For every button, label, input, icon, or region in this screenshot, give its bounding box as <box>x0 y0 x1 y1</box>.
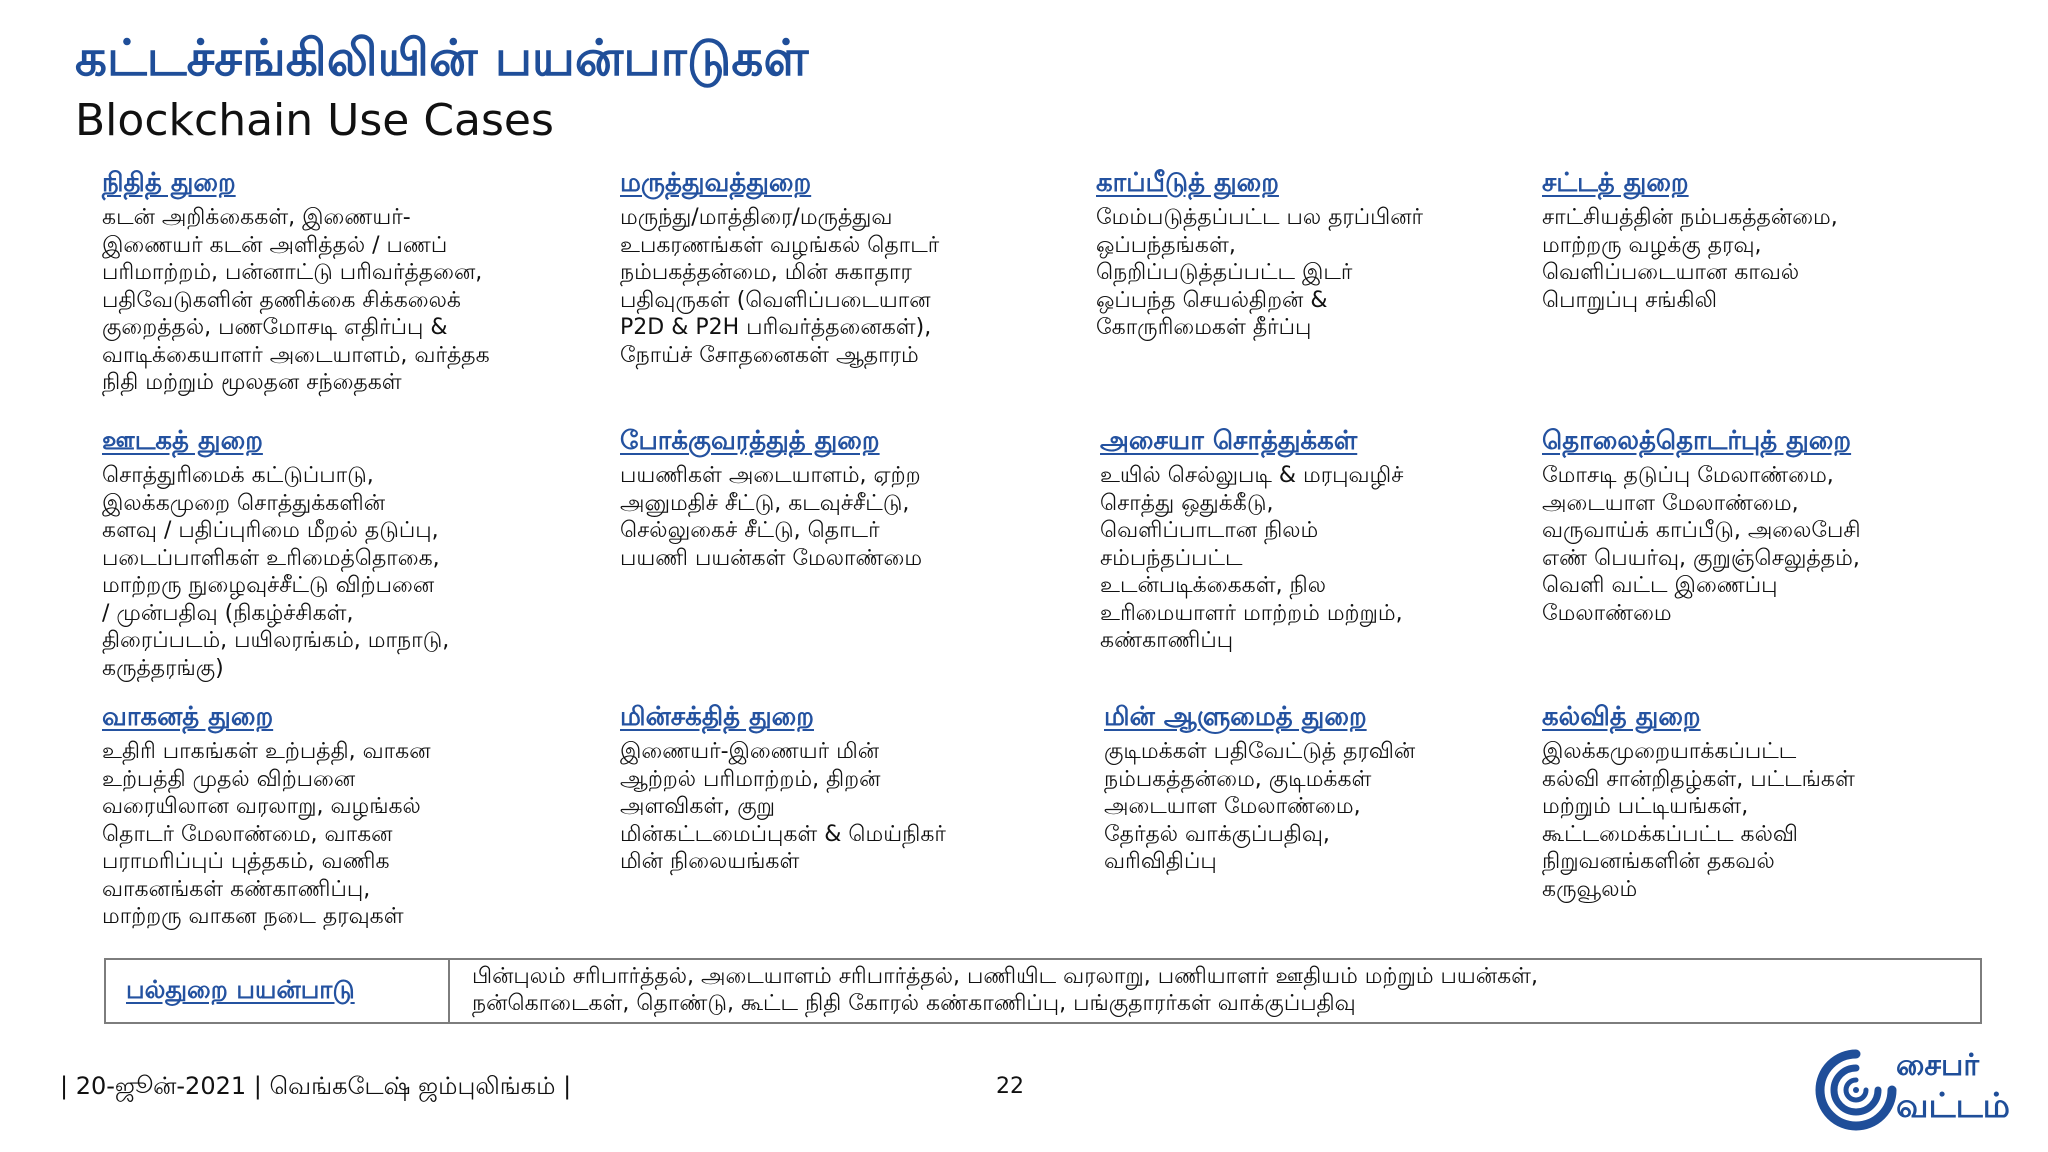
description-line: உயில் செல்லுபடி & மரபுவழிச் <box>1100 463 1404 488</box>
description-line: மாற்றரு நுழைவுச்சீட்டு விற்பனை <box>102 573 435 598</box>
sector-description-transport <box>620 462 922 572</box>
sector-real-estate <box>1100 424 1403 655</box>
sector-telecom <box>1542 424 1861 627</box>
sector-description-media <box>102 462 449 682</box>
description-line: செல்லுகைச் சீட்டு, தொடர் <box>620 518 880 543</box>
description-line: பதிவுருகள் (வெளிப்படையான <box>620 287 931 313</box>
sector-title-healthcare[interactable]: மருத்துவத்துறை <box>620 168 812 198</box>
description-line: களவு / பதிப்புரிமை மீறல் தடுப்பு, <box>102 518 439 543</box>
description-line: குடிமக்கள் பதிவேட்டுத் தரவின் <box>1104 739 1416 764</box>
sector-description-legal <box>1542 204 1838 314</box>
logo-text-line2: வட்டம் <box>1896 1086 2011 1126</box>
sector-description-real-estate <box>1100 462 1403 655</box>
sector-title-automotive[interactable]: வாகனத் துறை <box>102 702 274 732</box>
sector-finance <box>102 166 490 397</box>
description-line: நெறிப்படுத்தப்பட்ட இடர் <box>1096 260 1353 285</box>
description-line: மின் நிலையங்கள் <box>620 849 800 874</box>
description-line: பரிமாற்றம், பன்னாட்டு பரிவர்த்தனை, <box>102 260 483 285</box>
description-line: மேலாண்மை <box>1542 600 1672 626</box>
description-line: மாற்றரு வாகன நடை தரவுகள் <box>102 904 404 929</box>
description-line: நிதி மற்றும் மூலதன சந்தைகள் <box>102 370 402 395</box>
description-line: நோய்ச் சோதனைகள் ஆதாரம் <box>620 342 919 368</box>
description-line: ஒப்பந்தங்கள், <box>1096 232 1236 258</box>
multi-sector-description <box>450 960 1980 1022</box>
description-line: சாட்சியத்தின் நம்பகத்தன்மை, <box>1542 205 1838 230</box>
description-line: பதிவேடுகளின் தணிக்கை சிக்கலைக் <box>102 287 461 313</box>
description-line: இலக்கமுறையாக்கப்பட்ட <box>1542 739 1797 764</box>
description-line: நம்பகத்தன்மை, குடிமக்கள் <box>1104 766 1372 792</box>
description-line: மாற்றரு வழக்கு தரவு, <box>1542 232 1762 258</box>
description-line: கூட்டமைக்கப்பட்ட கல்வி <box>1542 821 1798 847</box>
page-title-english: Blockchain Use Cases <box>75 95 554 146</box>
description-line: தொடர் மேலாண்மை, வாகன <box>102 821 393 847</box>
description-line: வாகனங்கள் கண்காணிப்பு, <box>102 876 371 902</box>
description-line: இணையர் கடன் அளித்தல் / பணப் <box>102 232 448 258</box>
sector-title-media[interactable]: ஊடகத் துறை <box>102 426 263 456</box>
description-line: வரிவிதிப்பு <box>1104 849 1217 874</box>
description-line: தேர்தல் வாக்குப்பதிவு, <box>1104 821 1330 847</box>
multi-sector-label-cell <box>106 960 450 1022</box>
description-line: அடையாள மேலாண்மை, <box>1542 490 1799 516</box>
sector-title-energy[interactable]: மின்சக்தித் துறை <box>620 702 814 732</box>
description-line: பின்புலம் சரிபார்த்தல், அடையாளம் சரிபார்த்தல், பணியிட வரலாறு, பணியாளர் ஊதியம் மற்றும் பயன்கள், <box>472 964 1539 989</box>
description-line: வருவாய்க் காப்பீடு, அலைபேசி <box>1542 518 1861 543</box>
page-title-tamil: கட்டச்சங்கிலியின் பயன்பாடுகள் <box>75 29 809 87</box>
sector-title-legal[interactable]: சட்டத் துறை <box>1542 168 1689 198</box>
description-line: மின்கட்டமைப்புகள் & மெய்நிகர் <box>620 821 946 847</box>
sector-title-real-estate[interactable]: அசையா சொத்துக்கள் <box>1100 426 1358 456</box>
description-line: மேம்படுத்தப்பட்ட பல தரப்பினர் <box>1096 205 1424 230</box>
description-line: பராமரிப்புப் புத்தகம், வணிக <box>102 849 390 874</box>
page-number: 22 <box>996 1074 1024 1099</box>
sector-description-automotive <box>102 738 431 931</box>
sector-media <box>102 424 449 682</box>
sector-description-energy <box>620 738 946 876</box>
cyber-circle-logo-icon <box>1814 1048 1898 1132</box>
sector-automotive <box>102 700 431 931</box>
description-line: படைப்பாளிகள் உரிமைத்தொகை, <box>102 545 440 571</box>
sector-title-insurance[interactable]: காப்பீடுத் துறை <box>1096 168 1279 198</box>
description-line: ஆற்றல் பரிமாற்றம், திறன் <box>620 766 881 792</box>
sector-insurance <box>1096 166 1423 342</box>
sector-energy <box>620 700 946 876</box>
description-line: கோருரிமைகள் தீர்ப்பு <box>1096 315 1312 340</box>
description-line: குறைத்தல், பணமோசடி எதிர்ப்பு & <box>102 315 448 340</box>
description-line: வெளிப்படையான காவல் <box>1542 260 1800 285</box>
sector-title-e-governance[interactable]: மின் ஆளுமைத் துறை <box>1104 702 1367 732</box>
sector-description-telecom <box>1542 462 1861 627</box>
description-line: உரிமையாளர் மாற்றம் மற்றும், <box>1100 600 1403 626</box>
description-line: கருவூலம் <box>1542 876 1638 902</box>
sector-description-e-governance <box>1104 738 1415 876</box>
sector-e-governance <box>1104 700 1415 876</box>
description-line: உற்பத்தி முதல் விற்பனை <box>102 766 356 792</box>
sector-healthcare <box>620 166 939 369</box>
sector-title-transport[interactable]: போக்குவரத்துத் துறை <box>620 426 880 456</box>
description-line: வெளிப்பாடான நிலம் <box>1100 518 1319 543</box>
description-line: சொத்து ஒதுக்கீடு, <box>1100 490 1274 516</box>
description-line: வரையிலான வரலாறு, வழங்கல் <box>102 794 421 819</box>
description-line: மற்றும் பட்டியங்கள், <box>1542 794 1749 819</box>
description-line: வெளி வட்ட இணைப்பு <box>1542 573 1778 598</box>
sector-description-finance <box>102 204 490 397</box>
description-line: / முன்பதிவு (நிகழ்ச்சிகள், <box>102 600 354 626</box>
sector-description-healthcare <box>620 204 939 369</box>
description-line: கடன் அறிக்கைகள், இணையர்- <box>102 205 411 230</box>
sector-description-insurance <box>1096 204 1423 342</box>
description-line: மருந்து/மாத்திரை/மருத்துவ <box>620 205 893 230</box>
footer-text: | 20-ஜூன்-2021 | வெங்கடேஷ் ஜம்புலிங்கம் | <box>60 1072 572 1100</box>
description-line: நிறுவனங்களின் தகவல் <box>1542 849 1775 874</box>
description-line: இலக்கமுறை சொத்துக்களின் <box>102 490 386 516</box>
description-line: வாடிக்கையாளர் அடையாளம், வர்த்தக <box>102 342 490 368</box>
description-line: சொத்துரிமைக் கட்டுப்பாடு, <box>102 463 374 488</box>
sector-transport <box>620 424 922 572</box>
sector-title-finance[interactable]: நிதித் துறை <box>102 168 236 198</box>
sector-description-education <box>1542 738 1855 903</box>
description-line: கல்வி சான்றிதழ்கள், பட்டங்கள் <box>1542 766 1855 792</box>
multi-sector-table <box>104 958 1982 1024</box>
description-line: நம்பகத்தன்மை, மின் சுகாதார <box>620 260 912 285</box>
description-line: பயணி பயன்கள் மேலாண்மை <box>620 545 923 571</box>
description-line: நன்கொடைகள், தொண்டு, கூட்ட நிதி கோரல் கண்காணிப்பு, பங்குதாரர்கள் வாக்குப்பதிவு <box>472 991 1356 1016</box>
description-line: சம்பந்தப்பட்ட <box>1100 545 1243 571</box>
cyber-vattam-logo <box>1814 1040 2014 1140</box>
description-line: பொறுப்பு சங்கிலி <box>1542 287 1718 313</box>
description-line: மோசடி தடுப்பு மேலாண்மை, <box>1542 463 1834 488</box>
description-line: திரைப்படம், பயிலரங்கம், மாநாடு, <box>102 628 450 653</box>
description-line: உபகரணங்கள் வழங்கல் தொடர் <box>620 232 940 258</box>
sector-title-education[interactable]: கல்வித் துறை <box>1542 702 1701 732</box>
description-line: ஒப்பந்த செயல்திறன் & <box>1096 287 1328 313</box>
description-line: உடன்படிக்கைகள், நில <box>1100 573 1327 598</box>
description-line: P2D & P2H பரிவர்த்தனைகள்), <box>620 315 932 340</box>
description-line: எண் பெயர்வு, குறுஞ்செலுத்தம், <box>1542 545 1860 571</box>
description-line: பயணிகள் அடையாளம், ஏற்ற <box>620 463 921 488</box>
multi-sector-label[interactable]: பல்துறை பயன்பாடு <box>126 974 355 1004</box>
sector-legal <box>1542 166 1838 314</box>
logo-text-line1: சைபர் <box>1896 1048 1979 1083</box>
description-line: அடையாள மேலாண்மை, <box>1104 794 1361 819</box>
description-line: கருத்தரங்கு) <box>102 655 224 681</box>
sector-title-telecom[interactable]: தொலைத்தொடர்புத் துறை <box>1542 426 1852 456</box>
sector-education <box>1542 700 1855 903</box>
description-line: அளவிகள், குறு <box>620 794 776 819</box>
description-line: இணையர்-இணையர் மின் <box>620 739 880 764</box>
description-line: கண்காணிப்பு <box>1100 628 1234 653</box>
description-line: அனுமதிச் சீட்டு, கடவுச்சீட்டு, <box>620 490 910 516</box>
description-line: உதிரி பாகங்கள் உற்பத்தி, வாகன <box>102 739 431 764</box>
